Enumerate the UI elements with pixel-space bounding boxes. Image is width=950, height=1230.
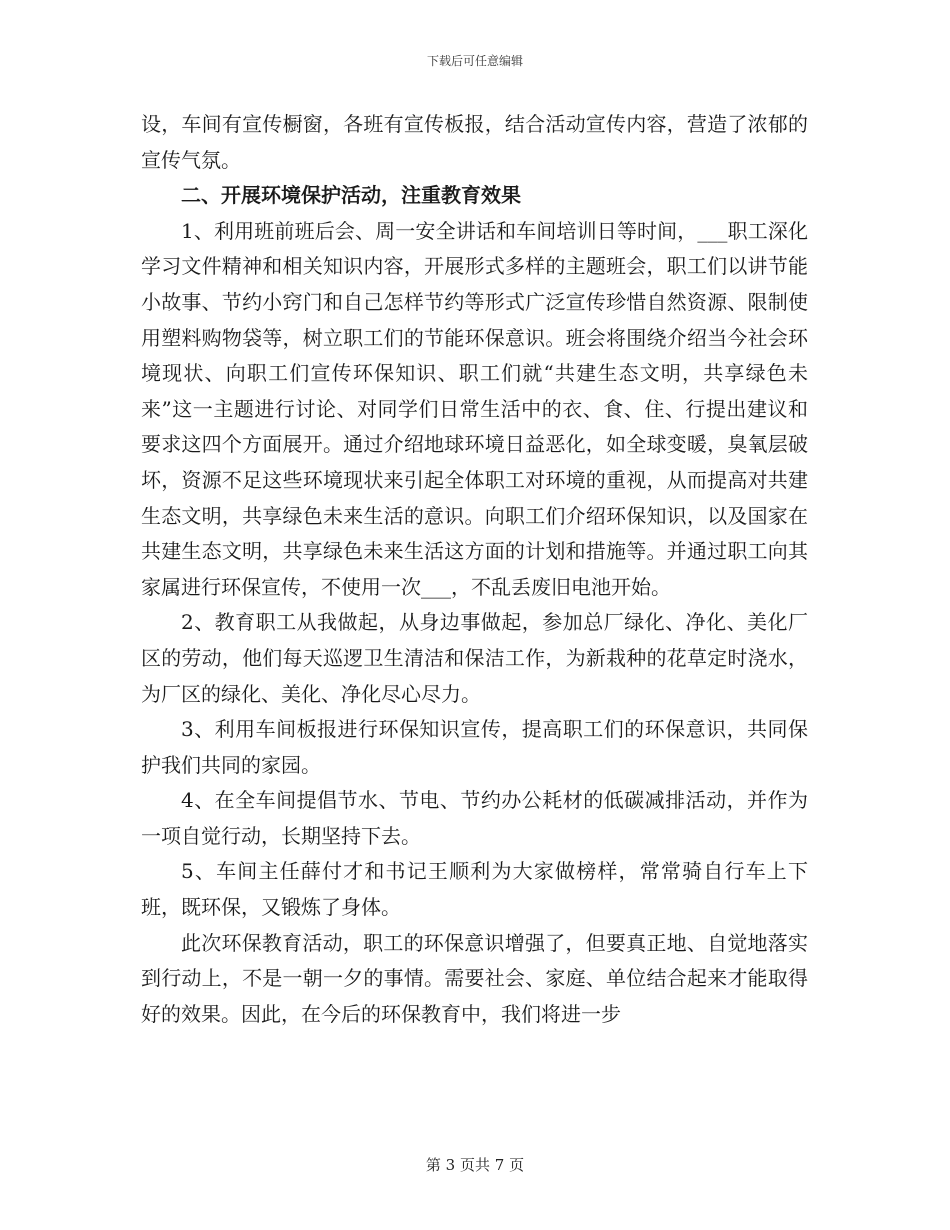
paragraph-summary: 此次环保教育活动，职工的环保意识增强了，但要真正地、自觉地落实到行动上，不是一朝一夕的事情。需要社会、家庭、单位结合起来才能取得好的效果。因此，在今后的环保教育中，我们将进一步: [141, 930, 808, 1026]
paragraph-item-5: 5、车间主任薛付才和书记王顺利为大家做榜样，常常骑自行车上下班，既环保，又锻炼了身体。: [141, 859, 808, 920]
paragraph-continuation: 设，车间有宣传橱窗，各班有宣传板报，结合活动宣传内容，营造了浓郁的宣传气氛。: [141, 112, 808, 172]
page-number: 第 3 页共 7 页: [425, 1156, 525, 1174]
paragraph-item-4: 4、在全车间提倡节水、节电、节约办公耗材的低碳减排活动，并作为一项自觉行动，长期坚持下去。: [141, 788, 808, 848]
section-heading: 二、开展环境保护活动，注重教育效果: [181, 183, 521, 208]
document-body: [141, 107, 808, 1032]
paragraph-item-3: 3、利用车间板报进行环保知识宣传，提高职工们的环保意识，共同保护我们共同的家园。: [141, 717, 808, 777]
paragraph-item-2: 2、教育职工从我做起，从身边事做起，参加总厂绿化、净化、美化厂区的劳动，他们每天巡逻卫生清洁和保洁工作，为新栽种的花草定时浇水，为厂区的绿化、美化、净化尽心尽力。: [141, 610, 808, 706]
page-header: 下载后可任意编辑: [426, 54, 523, 68]
paragraph-item-1: 1、利用班前班后会、周一安全讲话和车间培训日等时间，___职工深化学习文件精神和相关知识内容，开展形式多样的主题班会，职工们以讲节能小故事、节约小窍门和自己怎样节约等形式广泛宣传珍惜自然资源、限制使用塑料购物袋等，树立职工们的节能环保意识。班会将围绕介绍当今社会环境现状、向职工们宣传环保知识、职工们就“共建生态文明，共享绿色未来”这一主题进行讨论、对同学们日常生活中的衣、食、住、行提出建议和要求这四个方面展开。通过介绍地球环境日益恶化，如全球变暖，臭氧层破坏，资源不足这些环境现状来引起全体职工对环境的重视，从而提高对共建生态文明，共享绿色未来生活的意识。向职工们介绍环保知识，以及国家在共建生态文明，共享绿色未来生活这方面的计划和措施等。并通过职工向其家属进行环保宣传，不使用一次___，不乱丢废旧电池开始。: [141, 218, 808, 599]
